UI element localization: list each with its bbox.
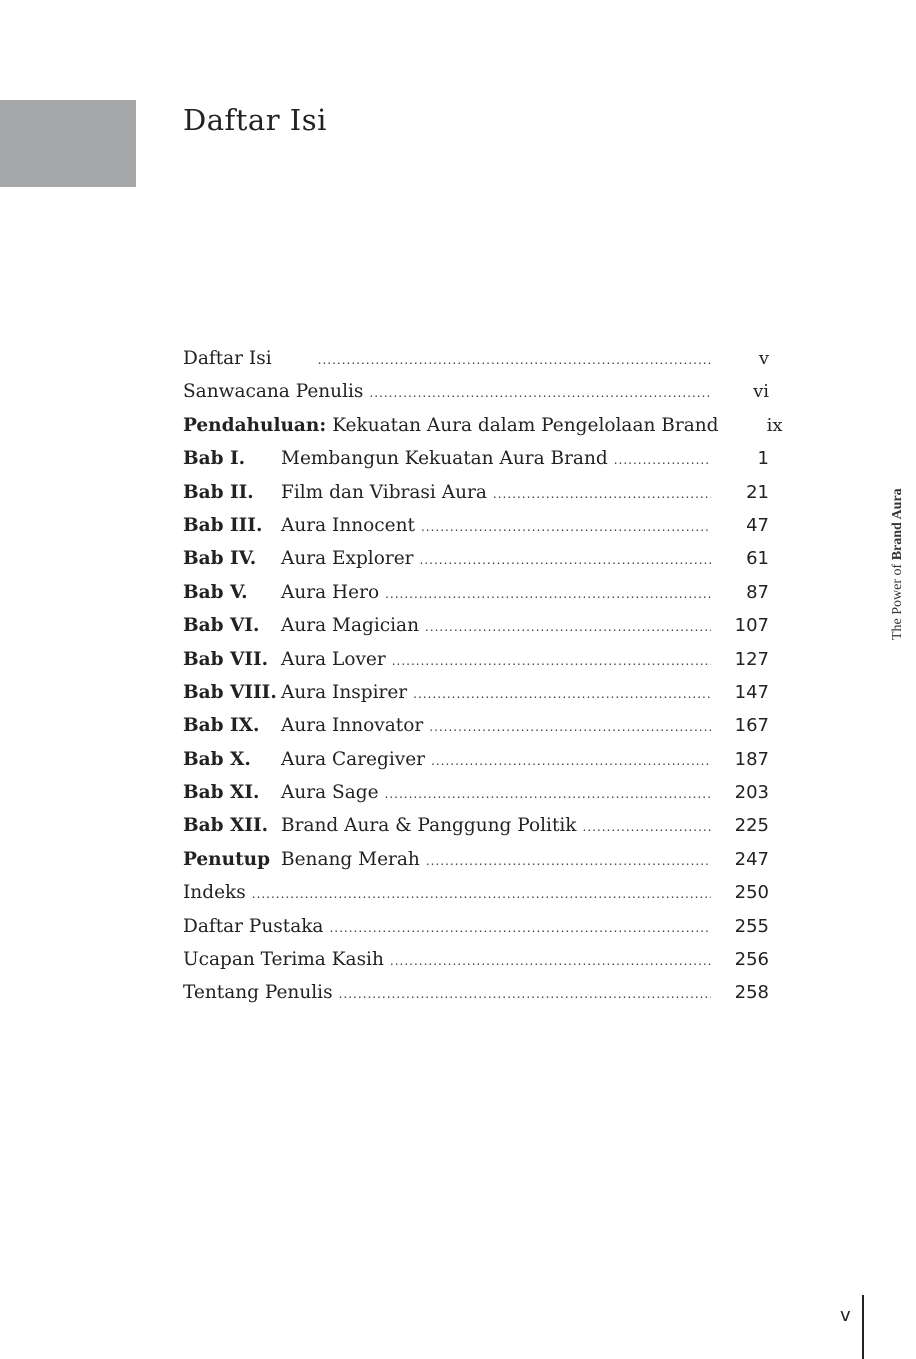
toc-leader-dots — [369, 377, 711, 410]
toc-chapter-label: Pendahuluan: — [183, 414, 327, 436]
toc-page-number: 256 — [734, 949, 769, 971]
toc-page-number: 87 — [746, 581, 769, 603]
toc-chapter-label: Bab III. — [183, 514, 263, 536]
toc-row — [183, 743, 769, 776]
toc-row — [183, 876, 769, 909]
chapter-tab-decoration — [0, 100, 136, 187]
toc-chapter-label: Bab VI. — [183, 615, 260, 637]
toc-row — [183, 576, 769, 609]
toc-page-number: 47 — [746, 514, 769, 536]
toc-entry-title: Film dan Vibrasi Aura — [281, 481, 487, 503]
toc-leader-dots — [583, 811, 711, 844]
running-head — [890, 488, 906, 640]
toc-page-number: 250 — [734, 882, 769, 904]
toc-page-number: v — [758, 348, 769, 369]
toc-page-number: 61 — [746, 548, 769, 570]
toc-entry-title: Kekuatan Aura dalam Pengelolaan Brand — [332, 414, 719, 436]
toc-chapter-label: Bab IV. — [183, 548, 257, 570]
toc-page-number: 127 — [734, 648, 769, 670]
toc-row — [183, 976, 769, 1009]
toc-chapter-label: Bab V. — [183, 581, 248, 603]
toc-leader-dots — [385, 778, 711, 811]
toc-row — [183, 409, 783, 442]
toc-leader-dots — [392, 645, 711, 678]
toc-leader-dots — [339, 978, 711, 1011]
toc-entry-title: Benang Merah — [281, 848, 420, 870]
toc-leader-dots — [614, 444, 711, 477]
toc-entry-title: Tentang Penulis — [183, 982, 333, 1004]
toc-page-number: 1 — [757, 448, 769, 470]
toc-page-number: 21 — [746, 481, 769, 503]
toc-leader-dots — [425, 611, 711, 644]
toc-chapter-label: Bab I. — [183, 448, 246, 470]
running-head-plain: The Power of — [890, 560, 905, 640]
toc-entry-title: Aura Inspirer — [281, 681, 408, 703]
folio-rule — [862, 1295, 864, 1359]
toc-row — [183, 509, 769, 542]
toc-leader-dots — [385, 578, 711, 611]
toc-chapter-label: Bab VII. — [183, 648, 269, 670]
toc-row — [183, 809, 769, 842]
toc-row — [183, 910, 769, 943]
toc-leader-dots — [390, 945, 711, 978]
toc-row — [183, 476, 769, 509]
toc-page-number: 147 — [734, 681, 769, 703]
toc-entry-title: Brand Aura & Panggung Politik — [281, 815, 577, 837]
toc-leader-dots — [329, 912, 711, 945]
toc-entry-title: Aura Magician — [281, 615, 419, 637]
toc-entry-title: Aura Innocent — [281, 514, 415, 536]
toc-leader-dots — [426, 845, 711, 878]
toc-page-number: 203 — [734, 782, 769, 804]
toc-leader-dots — [493, 478, 711, 511]
toc-chapter-label: Bab II. — [183, 481, 254, 503]
toc-chapter-label: Bab IX. — [183, 715, 260, 737]
toc-entry-title: Sanwacana Penulis — [183, 381, 364, 403]
toc-row — [183, 676, 769, 709]
toc-entry-title: Aura Innovator — [281, 715, 424, 737]
toc-chapter-label: Bab VIII. — [183, 681, 277, 703]
toc-row — [183, 609, 769, 642]
toc-row — [183, 342, 769, 375]
toc-leader-dots — [413, 678, 711, 711]
toc-entry-title: Ucapan Terima Kasih — [183, 949, 384, 971]
toc-row — [183, 709, 769, 742]
page-title: Daftar Isi — [183, 103, 327, 137]
toc-row — [183, 776, 769, 809]
table-of-contents — [183, 342, 783, 1010]
toc-leader-dots — [318, 344, 711, 377]
toc-leader-dots — [252, 878, 711, 911]
toc-leader-dots — [420, 544, 712, 577]
toc-page-number: 258 — [734, 982, 769, 1004]
toc-entry-title: Daftar Isi — [183, 348, 272, 369]
toc-page-number: ix — [766, 414, 783, 436]
toc-entry-title: Aura Hero — [281, 581, 380, 603]
toc-entry-title: Aura Explorer — [281, 548, 414, 570]
toc-leader-dots — [431, 745, 711, 778]
toc-page-number: 187 — [734, 748, 769, 770]
toc-page-number: 167 — [734, 715, 769, 737]
toc-chapter-label: Penutup — [183, 848, 271, 870]
toc-row — [183, 375, 769, 408]
toc-chapter-label: Bab XII. — [183, 815, 269, 837]
toc-entry-title: Indeks — [183, 882, 246, 904]
toc-page-number: vi — [753, 381, 769, 403]
running-head-bold: Brand Aura — [890, 488, 905, 561]
toc-row — [183, 643, 769, 676]
page-number: v — [840, 1305, 851, 1326]
toc-entry-title: Aura Lover — [281, 648, 386, 670]
toc-entry-title: Membangun Kekuatan Aura Brand — [281, 448, 608, 470]
toc-row — [183, 442, 769, 475]
toc-row — [183, 843, 769, 876]
toc-leader-dots — [429, 711, 711, 744]
toc-page-number: 107 — [734, 615, 769, 637]
toc-entry-title: Aura Sage — [281, 782, 379, 804]
toc-row — [183, 542, 769, 575]
toc-chapter-label: Bab X. — [183, 748, 251, 770]
toc-entry-title: Daftar Pustaka — [183, 915, 324, 937]
toc-page-number: 255 — [734, 915, 769, 937]
toc-entry-title: Aura Caregiver — [281, 748, 426, 770]
toc-page-number: 225 — [734, 815, 769, 837]
toc-chapter-label: Bab XI. — [183, 782, 260, 804]
toc-page-number: 247 — [734, 848, 769, 870]
toc-row — [183, 943, 769, 976]
toc-leader-dots — [421, 511, 711, 544]
